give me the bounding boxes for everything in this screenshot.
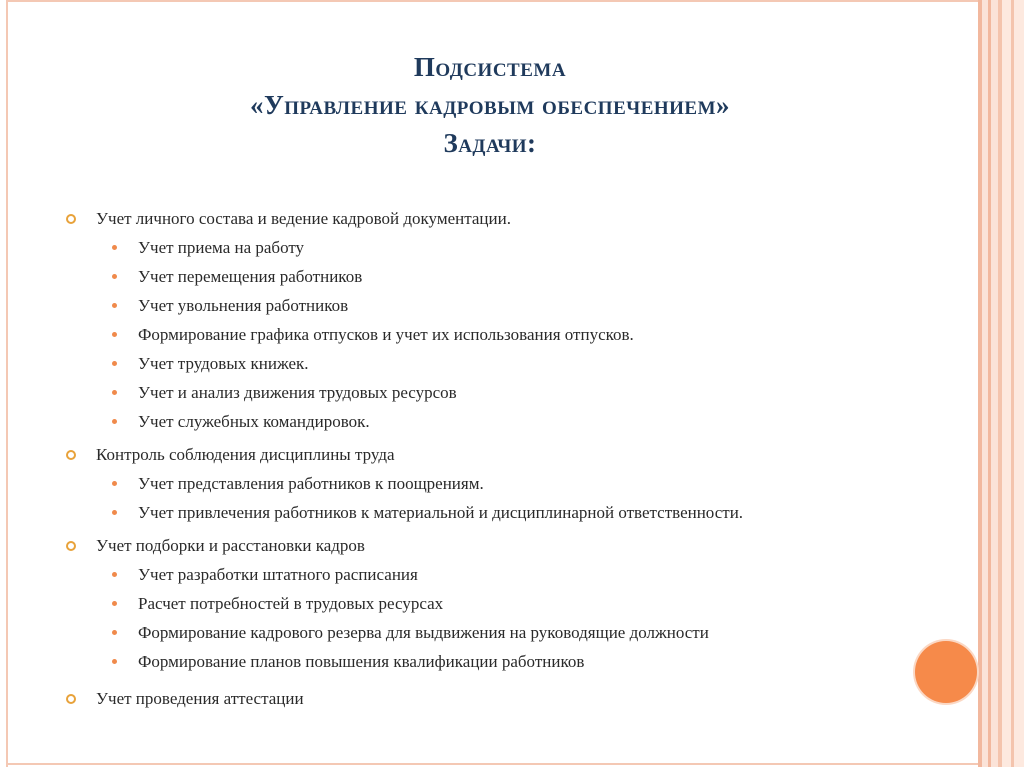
dot-bullet-icon <box>112 274 117 279</box>
list-item <box>62 233 962 262</box>
list-item <box>62 560 962 589</box>
dot-bullet-icon <box>112 303 117 308</box>
list-item <box>62 498 962 527</box>
list-item-text: Формирование графика отпусков и учет их использования отпусков. <box>138 325 634 344</box>
section-heading <box>62 684 962 713</box>
frame-left-line <box>6 0 8 767</box>
ring-bullet-icon <box>66 541 76 551</box>
title-line-2: «Управление кадровым обеспечением» <box>249 90 731 120</box>
frame-bottom-line <box>6 763 978 765</box>
list-item-text: Учет привлечения работников к материальной и дисциплинарной ответственности. <box>138 503 744 522</box>
list-item-text: Учет приема на работу <box>138 238 305 257</box>
dot-bullet-icon <box>112 245 117 250</box>
title-line-3: Задачи: <box>443 128 537 158</box>
list-item <box>62 618 962 647</box>
dot-bullet-icon <box>112 419 117 424</box>
dot-bullet-icon <box>112 601 117 606</box>
ring-bullet-icon <box>66 694 76 704</box>
dot-bullet-icon <box>112 332 117 337</box>
list-item-text: Учет перемещения работников <box>138 267 363 286</box>
list-item <box>62 647 962 676</box>
list-item <box>62 378 962 407</box>
list-item-text: Формирование планов повышения квалификации работников <box>138 652 585 671</box>
bullet-list <box>62 204 962 713</box>
dot-bullet-icon <box>112 361 117 366</box>
section-heading-text: Учет проведения аттестации <box>96 689 304 708</box>
section-heading-text: Учет подборки и расстановки кадров <box>96 536 365 555</box>
list-item-text: Формирование кадрового резерва для выдвижения на руководящие должности <box>138 623 709 642</box>
section-heading <box>62 204 962 233</box>
section-heading-text: Контроль соблюдения дисциплины труда <box>96 445 395 464</box>
ring-bullet-icon <box>66 450 76 460</box>
dot-bullet-icon <box>112 510 117 515</box>
title-line-1: Подсистема <box>413 52 567 82</box>
dot-bullet-icon <box>112 572 117 577</box>
section-heading-text: Учет личного состава и ведение кадровой документации. <box>96 209 511 228</box>
list-item-text: Учет представления работников к поощрениям. <box>138 474 484 493</box>
section-heading <box>62 531 962 560</box>
list-item-text: Учет и анализ движения трудовых ресурсов <box>138 383 457 402</box>
list-item <box>62 407 962 436</box>
frame-top-line <box>6 0 978 2</box>
list-item-text: Учет трудовых книжек. <box>138 354 309 373</box>
list-item <box>62 262 962 291</box>
list-item <box>62 589 962 618</box>
list-item <box>62 469 962 498</box>
dot-bullet-icon <box>112 390 117 395</box>
dot-bullet-icon <box>112 481 117 486</box>
list-item-text: Учет разработки штатного расписания <box>138 565 418 584</box>
list-item-text: Расчет потребностей в трудовых ресурсах <box>138 594 444 613</box>
dot-bullet-icon <box>112 659 117 664</box>
decorative-stripes <box>978 0 1024 767</box>
slide-title <box>150 48 830 162</box>
dot-bullet-icon <box>112 630 117 635</box>
list-item-text: Учет увольнения работников <box>138 296 349 315</box>
list-item <box>62 291 962 320</box>
list-item <box>62 320 962 349</box>
list-item-text: Учет служебных командировок. <box>138 412 370 431</box>
section-heading <box>62 440 962 469</box>
ring-bullet-icon <box>66 214 76 224</box>
list-item <box>62 349 962 378</box>
